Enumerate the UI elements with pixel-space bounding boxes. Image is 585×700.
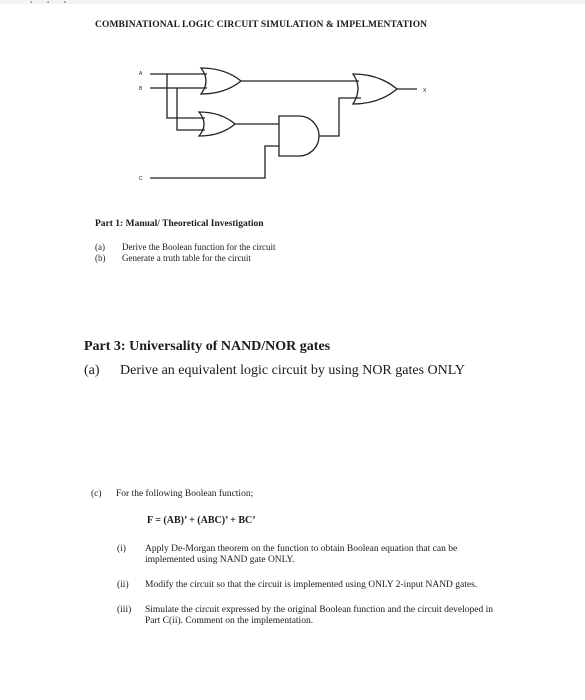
list-marker: (a) [84, 363, 100, 378]
or-gate-4 [353, 74, 397, 104]
boolean-formula: F = (AB)’ + (ABC)’ + BC’ [147, 515, 256, 526]
part3-item-a [84, 363, 465, 379]
document-title: COMBINATIONAL LOGIC CIRCUIT SIMULATION & IMPELMENTATION [95, 20, 428, 30]
list-item [117, 580, 497, 591]
and-gate-3 [279, 116, 319, 156]
part3-item-c [91, 489, 253, 499]
wire-c [150, 146, 279, 178]
list-text: Derive an equivalent logic circuit by using NOR gates ONLY [120, 363, 466, 378]
logic-circuit-diagram [95, 60, 455, 190]
list-marker: (c) [91, 489, 102, 499]
list-marker: (b) [95, 253, 106, 263]
list-text: Simulate the circuit expressed by the original Boolean function and the circuit developed in Part C(ii). Comment on the implementation. [145, 605, 493, 626]
list-text: Generate a truth table for the circuit [122, 253, 251, 263]
faint-marks: • • • [30, 0, 73, 7]
list-text: Derive the Boolean function for the circuit [122, 242, 276, 252]
top-edge-strip [0, 0, 585, 7]
list-marker: (a) [95, 242, 105, 252]
input-label-b: B [139, 86, 143, 92]
list-text: Modify the circuit so that the circuit is implemented using ONLY 2-input NAND gates. [145, 580, 478, 590]
list-item [117, 605, 497, 627]
input-label-c: C [139, 176, 143, 182]
output-label-x: X [423, 88, 427, 94]
part3-heading: Part 3: Universality of NAND/NOR gates [84, 339, 331, 354]
part3-subitems [117, 544, 497, 641]
or-gate-1 [201, 68, 241, 94]
part1-heading: Part 1: Manual/ Theoretical Investigation [95, 219, 264, 229]
list-text: Apply De-Morgan theorem on the function to obtain Boolean equation that can be implemented using NAND gate ONLY. [145, 544, 458, 565]
list-marker: (iii) [117, 605, 132, 615]
or-gate-2 [199, 112, 235, 136]
list-item [95, 253, 275, 264]
list-item [95, 242, 275, 253]
list-text: For the following Boolean function; [116, 489, 254, 499]
list-marker: (ii) [117, 580, 129, 590]
list-item [117, 544, 497, 566]
input-label-a: A [139, 71, 143, 77]
list-marker: (i) [117, 544, 126, 554]
part1-list [95, 242, 275, 264]
